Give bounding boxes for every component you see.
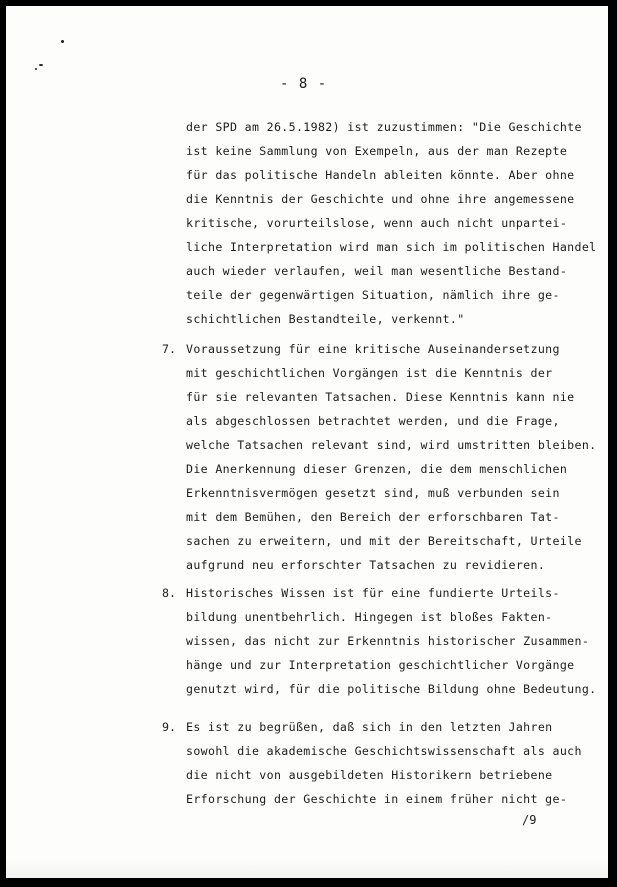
document-page xyxy=(6,6,608,878)
text-line: Erkenntnisvermögen gesetzt sind, muß verbunden sein xyxy=(186,486,560,500)
scan-speck xyxy=(35,68,37,70)
text-line: teile der gegenwärtigen Situation, nämlich ihre ge- xyxy=(186,288,560,302)
text-line: liche Interpretation wird man sich im politischen Handel xyxy=(186,240,597,254)
text-line: Historisches Wissen ist für eine fundierte Urteils- xyxy=(186,586,560,600)
point-number: 8. xyxy=(162,586,176,600)
text-line: kritische, vorurteilslose, wenn auch nicht unpartei- xyxy=(186,216,568,230)
text-line: als abgeschlossen betrachtet werden, und die Frage, xyxy=(186,414,560,428)
text-line: Erforschung der Geschichte in einem früher nicht ge- xyxy=(186,792,568,806)
text-line: mit geschichtlichen Vorgängen ist die Kenntnis der xyxy=(186,366,553,380)
text-line: auch wieder verlaufen, weil man wesentliche Bestand- xyxy=(186,264,568,278)
scan-speck xyxy=(61,40,64,43)
page-number: - 8 - xyxy=(280,76,328,92)
text-line: die nicht von ausgebildeten Historikern betriebene xyxy=(186,768,553,782)
text-line: aufgrund neu erforschter Tatsachen zu revidieren. xyxy=(186,558,546,572)
text-line: bildung unentbehrlich. Hingegen ist bloßes Fakten- xyxy=(186,610,553,624)
point-number: 9. xyxy=(162,720,176,734)
text-line: Die Anerkennung dieser Grenzen, die dem menschlichen xyxy=(186,462,568,476)
text-line: genutzt wird, für die politische Bildung ohne Bedeutung. xyxy=(186,682,597,696)
text-line: sachen zu erweitern, und mit der Bereitschaft, Urteile xyxy=(186,534,582,548)
scan-speck xyxy=(39,64,43,66)
text-line: wissen, das nicht zur Erkenntnis historischer Zusammen- xyxy=(186,634,590,648)
text-line: mit dem Bemühen, den Bereich der erforschbaren Tat- xyxy=(186,510,560,524)
continuation-marker: /9 xyxy=(522,813,537,827)
text-line: für sie relevanten Tatsachen. Diese Kenntnis kann nie xyxy=(186,390,575,404)
text-line: der SPD am 26.5.1982) ist zuzustimmen: "Die Geschichte xyxy=(186,120,582,134)
text-line: Voraussetzung für eine kritische Auseinandersetzung xyxy=(186,342,560,356)
text-line: welche Tatsachen relevant sind, wird umstritten bleiben. xyxy=(186,438,597,452)
text-line: ist keine Sammlung von Exempeln, aus der man Rezepte xyxy=(186,144,568,158)
text-line: schichtlichen Bestandteile, verkennt." xyxy=(186,312,465,326)
text-line: hänge und zur Interpretation geschichtlicher Vorgänge xyxy=(186,658,575,672)
point-number: 7. xyxy=(162,342,176,356)
scan-edge-shadow xyxy=(6,858,608,878)
text-line: für das politische Handeln ableiten könnte. Aber ohne xyxy=(186,168,575,182)
text-line: die Kenntnis der Geschichte und ohne ihre angemessene xyxy=(186,192,575,206)
text-line: Es ist zu begrüßen, daß sich in den letzten Jahren xyxy=(186,720,553,734)
text-line: sowohl die akademische Geschichtswissenschaft als auch xyxy=(186,744,582,758)
